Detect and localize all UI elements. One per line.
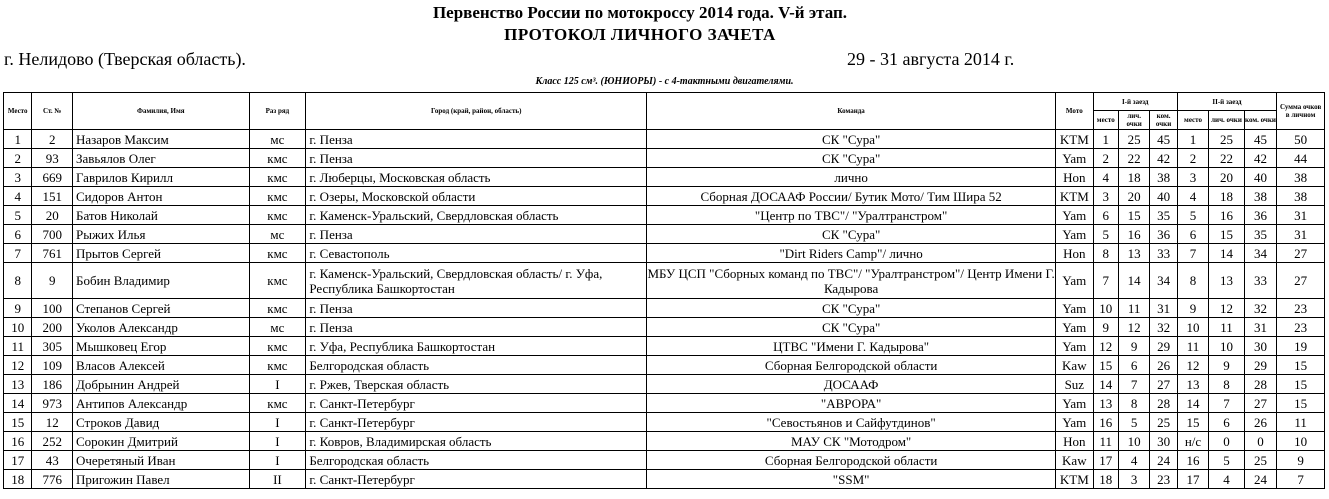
cell-heat2-points: 13 [1209, 263, 1245, 299]
cell-rank: мс [249, 130, 306, 149]
cell-heat2-points: 8 [1209, 375, 1245, 394]
cell-heat1-team: 36 [1150, 225, 1177, 244]
cell-heat1-place: 1 [1093, 130, 1118, 149]
cell-heat1-points: 20 [1118, 187, 1149, 206]
cell-heat2-team: 32 [1244, 299, 1276, 318]
cell-rank: мс [249, 225, 306, 244]
cell-name: Назаров Максим [72, 130, 249, 149]
cell-city: г. Пенза [306, 130, 647, 149]
cell-heat2-place: 6 [1177, 225, 1208, 244]
cell-name: Уколов Александр [72, 318, 249, 337]
cell-place: 12 [4, 356, 32, 375]
cell-heat2-team: 31 [1244, 318, 1276, 337]
cell-heat1-points: 16 [1118, 225, 1149, 244]
cell-name: Антипов Александр [72, 394, 249, 413]
cell-place: 16 [4, 432, 32, 451]
cell-heat1-points: 13 [1118, 244, 1149, 263]
cell-name: Сорокин Дмитрий [72, 432, 249, 451]
cell-city: г. Пенза [306, 299, 647, 318]
cell-number: 186 [32, 375, 73, 394]
cell-place: 17 [4, 451, 32, 470]
cell-place: 2 [4, 149, 32, 168]
cell-team: Сборная Белгородской области [647, 451, 1056, 470]
cell-heat1-points: 6 [1118, 356, 1149, 375]
cell-rank: кмс [249, 206, 306, 225]
cell-moto: Kaw [1056, 451, 1094, 470]
cell-heat1-team: 30 [1150, 432, 1177, 451]
cell-heat2-team: 38 [1244, 187, 1276, 206]
cell-heat1-place: 14 [1093, 375, 1118, 394]
cell-heat2-place: 3 [1177, 168, 1208, 187]
cell-heat1-points: 10 [1118, 432, 1149, 451]
cell-rank: кмс [249, 149, 306, 168]
cell-heat1-points: 9 [1118, 337, 1149, 356]
results-table [3, 92, 1325, 489]
location: г. Нелидово (Тверская область). [4, 49, 246, 69]
cell-sum: 15 [1277, 375, 1325, 394]
cell-heat1-team: 25 [1150, 413, 1177, 432]
cell-team: МБУ ЦСП "Сборных команд по ТВС"/ "Уралтранстром"/ Центр Имени Г. Кадырова [647, 263, 1056, 299]
cell-place: 13 [4, 375, 32, 394]
cell-moto: KTM [1056, 130, 1094, 149]
cell-name: Мышковец Егор [72, 337, 249, 356]
cell-heat2-place: 4 [1177, 187, 1208, 206]
cell-team: СК "Сура" [647, 299, 1056, 318]
cell-place: 10 [4, 318, 32, 337]
table-row [4, 149, 1325, 168]
cell-team: лично [647, 168, 1056, 187]
cell-heat1-team: 32 [1150, 318, 1177, 337]
cell-city: г. Пенза [306, 225, 647, 244]
cell-heat1-team: 26 [1150, 356, 1177, 375]
col-header-heat2-place: место [1177, 111, 1208, 130]
cell-moto: Yam [1056, 206, 1094, 225]
cell-heat1-team: 38 [1150, 168, 1177, 187]
cell-heat2-points: 18 [1209, 187, 1245, 206]
cell-heat1-place: 8 [1093, 244, 1118, 263]
cell-sum: 10 [1277, 432, 1325, 451]
table-row [4, 413, 1325, 432]
table-row [4, 432, 1325, 451]
cell-name: Добрынин Андрей [72, 375, 249, 394]
cell-number: 12 [32, 413, 73, 432]
class-info: Класс 125 см³. (ЮНИОРЫ) - с 4-тактными двигателями. [535, 76, 794, 87]
cell-city: Белгородская область [306, 451, 647, 470]
cell-sum: 38 [1277, 168, 1325, 187]
cell-heat2-team: 29 [1244, 356, 1276, 375]
cell-heat2-place: 17 [1177, 470, 1208, 489]
cell-moto: Hon [1056, 244, 1094, 263]
cell-heat2-points: 20 [1209, 168, 1245, 187]
cell-city: г. Люберцы, Московская область [306, 168, 647, 187]
cell-city: г. Санкт-Петербург [306, 394, 647, 413]
cell-heat2-place: 7 [1177, 244, 1208, 263]
cell-heat1-place: 17 [1093, 451, 1118, 470]
cell-heat1-place: 7 [1093, 263, 1118, 299]
cell-team: ДОСААФ [647, 375, 1056, 394]
cell-moto: Yam [1056, 225, 1094, 244]
cell-sum: 50 [1277, 130, 1325, 149]
cell-heat1-team: 40 [1150, 187, 1177, 206]
col-header-city: Город (край, район, область) [306, 93, 647, 130]
cell-moto: KTM [1056, 470, 1094, 489]
cell-moto: Yam [1056, 318, 1094, 337]
table-row [4, 375, 1325, 394]
cell-sum: 31 [1277, 225, 1325, 244]
cell-number: 700 [32, 225, 73, 244]
cell-name: Степанов Сергей [72, 299, 249, 318]
cell-heat2-place: 15 [1177, 413, 1208, 432]
cell-heat2-points: 25 [1209, 130, 1245, 149]
cell-team: СК "Сура" [647, 149, 1056, 168]
cell-rank: кмс [249, 187, 306, 206]
cell-sum: 23 [1277, 318, 1325, 337]
cell-heat1-place: 5 [1093, 225, 1118, 244]
title-line-2: ПРОТОКОЛ ЛИЧНОГО ЗАЧЕТА [504, 25, 776, 44]
cell-moto: Yam [1056, 263, 1094, 299]
cell-heat1-place: 12 [1093, 337, 1118, 356]
cell-city: г. Озеры, Московской области [306, 187, 647, 206]
cell-moto: Yam [1056, 337, 1094, 356]
cell-moto: Yam [1056, 299, 1094, 318]
cell-rank: кмс [249, 356, 306, 375]
cell-team: "Севостьянов и Сайфутдинов" [647, 413, 1056, 432]
cell-number: 305 [32, 337, 73, 356]
cell-number: 2 [32, 130, 73, 149]
cell-heat2-points: 11 [1209, 318, 1245, 337]
cell-sum: 19 [1277, 337, 1325, 356]
cell-heat2-points: 14 [1209, 244, 1245, 263]
cell-name: Очеретяный Иван [72, 451, 249, 470]
cell-place: 11 [4, 337, 32, 356]
cell-heat1-points: 22 [1118, 149, 1149, 168]
cell-team: "SSM" [647, 470, 1056, 489]
cell-heat2-team: 27 [1244, 394, 1276, 413]
cell-heat1-points: 5 [1118, 413, 1149, 432]
cell-heat1-team: 34 [1150, 263, 1177, 299]
cell-number: 109 [32, 356, 73, 375]
cell-heat1-points: 4 [1118, 451, 1149, 470]
cell-heat1-points: 3 [1118, 470, 1149, 489]
cell-place: 3 [4, 168, 32, 187]
cell-heat2-place: 10 [1177, 318, 1208, 337]
cell-heat2-place: 13 [1177, 375, 1208, 394]
cell-city: г. Пенза [306, 318, 647, 337]
cell-heat2-place: 9 [1177, 299, 1208, 318]
table-row [4, 470, 1325, 489]
col-header-team: Команда [647, 93, 1056, 130]
cell-place: 6 [4, 225, 32, 244]
cell-number: 93 [32, 149, 73, 168]
cell-rank: I [249, 413, 306, 432]
cell-heat2-place: 1 [1177, 130, 1208, 149]
table-row [4, 356, 1325, 375]
cell-name: Бобин Владимир [72, 263, 249, 299]
cell-sum: 15 [1277, 356, 1325, 375]
cell-number: 43 [32, 451, 73, 470]
cell-heat2-points: 15 [1209, 225, 1245, 244]
cell-heat1-place: 18 [1093, 470, 1118, 489]
cell-sum: 15 [1277, 394, 1325, 413]
cell-heat1-team: 28 [1150, 394, 1177, 413]
cell-heat1-team: 45 [1150, 130, 1177, 149]
cell-place: 5 [4, 206, 32, 225]
cell-heat1-team: 29 [1150, 337, 1177, 356]
cell-team: МАУ СК "Мотодром" [647, 432, 1056, 451]
cell-rank: кмс [249, 394, 306, 413]
cell-heat1-place: 6 [1093, 206, 1118, 225]
table-row [4, 244, 1325, 263]
cell-heat1-team: 24 [1150, 451, 1177, 470]
cell-heat2-team: 35 [1244, 225, 1276, 244]
cell-heat1-place: 15 [1093, 356, 1118, 375]
cell-number: 151 [32, 187, 73, 206]
cell-heat1-place: 11 [1093, 432, 1118, 451]
cell-heat2-place: 8 [1177, 263, 1208, 299]
cell-city: г. Ковров, Владимирская область [306, 432, 647, 451]
cell-heat2-team: 40 [1244, 168, 1276, 187]
table-row [4, 225, 1325, 244]
cell-heat1-place: 4 [1093, 168, 1118, 187]
cell-rank: I [249, 432, 306, 451]
table-row [4, 318, 1325, 337]
cell-sum: 9 [1277, 451, 1325, 470]
cell-name: Строков Давид [72, 413, 249, 432]
cell-city: г. Ржев, Тверская область [306, 375, 647, 394]
cell-heat2-place: 11 [1177, 337, 1208, 356]
cell-heat2-team: 36 [1244, 206, 1276, 225]
cell-heat1-points: 25 [1118, 130, 1149, 149]
cell-number: 761 [32, 244, 73, 263]
cell-heat2-team: 28 [1244, 375, 1276, 394]
cell-heat2-points: 4 [1209, 470, 1245, 489]
event-dates: 29 - 31 августа 2014 г. [847, 49, 1015, 69]
cell-name: Рыжих Илья [72, 225, 249, 244]
cell-heat2-place: 5 [1177, 206, 1208, 225]
table-row [4, 168, 1325, 187]
cell-city: г. Севастополь [306, 244, 647, 263]
cell-heat1-place: 13 [1093, 394, 1118, 413]
cell-heat1-team: 42 [1150, 149, 1177, 168]
table-row [4, 263, 1325, 299]
col-header-heat2-points: лич. очки [1209, 111, 1245, 130]
cell-heat1-points: 18 [1118, 168, 1149, 187]
cell-rank: кмс [249, 168, 306, 187]
cell-heat2-points: 5 [1209, 451, 1245, 470]
cell-heat2-points: 0 [1209, 432, 1245, 451]
cell-number: 200 [32, 318, 73, 337]
cell-team: СК "Сура" [647, 225, 1056, 244]
cell-heat2-points: 12 [1209, 299, 1245, 318]
cell-heat2-team: 26 [1244, 413, 1276, 432]
cell-place: 8 [4, 263, 32, 299]
cell-rank: кмс [249, 299, 306, 318]
table-row [4, 206, 1325, 225]
table-row [4, 299, 1325, 318]
cell-team: ЦТВС "Имени Г. Кадырова" [647, 337, 1056, 356]
cell-team: "АВРОРА" [647, 394, 1056, 413]
cell-heat2-points: 6 [1209, 413, 1245, 432]
cell-sum: 7 [1277, 470, 1325, 489]
cell-sum: 23 [1277, 299, 1325, 318]
cell-heat1-place: 9 [1093, 318, 1118, 337]
cell-place: 9 [4, 299, 32, 318]
cell-heat2-team: 34 [1244, 244, 1276, 263]
cell-heat1-points: 8 [1118, 394, 1149, 413]
cell-heat1-points: 14 [1118, 263, 1149, 299]
cell-moto: Suz [1056, 375, 1094, 394]
cell-heat2-team: 0 [1244, 432, 1276, 451]
cell-city: Белгородская область [306, 356, 647, 375]
cell-name: Гаврилов Кирилл [72, 168, 249, 187]
cell-heat1-place: 2 [1093, 149, 1118, 168]
cell-city: г. Уфа, Республика Башкортостан [306, 337, 647, 356]
cell-heat1-team: 31 [1150, 299, 1177, 318]
cell-name: Пригожин Павел [72, 470, 249, 489]
cell-team: СК "Сура" [647, 130, 1056, 149]
table-row [4, 130, 1325, 149]
col-header-heat-1: I-й заезд [1093, 93, 1177, 111]
col-header-heat1-team: ком. очки [1150, 111, 1177, 130]
cell-heat2-place: 16 [1177, 451, 1208, 470]
cell-heat2-points: 10 [1209, 337, 1245, 356]
cell-city: г. Санкт-Петербург [306, 413, 647, 432]
cell-number: 973 [32, 394, 73, 413]
cell-heat1-points: 15 [1118, 206, 1149, 225]
cell-heat2-points: 22 [1209, 149, 1245, 168]
cell-rank: кмс [249, 337, 306, 356]
col-header-number: Ст. № [32, 93, 73, 130]
cell-rank: I [249, 451, 306, 470]
cell-rank: II [249, 470, 306, 489]
table-row [4, 187, 1325, 206]
cell-heat2-place: 12 [1177, 356, 1208, 375]
cell-heat2-team: 33 [1244, 263, 1276, 299]
cell-sum: 27 [1277, 263, 1325, 299]
cell-team: Сборная ДОСААФ России/ Бутик Мото/ Тим Шира 52 [647, 187, 1056, 206]
cell-place: 4 [4, 187, 32, 206]
col-header-moto: Мото [1056, 93, 1094, 130]
cell-place: 15 [4, 413, 32, 432]
cell-name: Сидоров Антон [72, 187, 249, 206]
cell-heat2-team: 45 [1244, 130, 1276, 149]
cell-name: Завьялов Олег [72, 149, 249, 168]
cell-city: г. Каменск-Уральский, Свердловская область [306, 206, 647, 225]
cell-name: Прытов Сергей [72, 244, 249, 263]
cell-heat2-points: 7 [1209, 394, 1245, 413]
cell-place: 7 [4, 244, 32, 263]
table-row [4, 337, 1325, 356]
cell-moto: Yam [1056, 149, 1094, 168]
cell-heat2-place: 14 [1177, 394, 1208, 413]
col-header-heat2-team: ком. очки [1244, 111, 1276, 130]
cell-moto: Hon [1056, 432, 1094, 451]
cell-heat2-place: н/с [1177, 432, 1208, 451]
cell-rank: мс [249, 318, 306, 337]
cell-team: СК "Сура" [647, 318, 1056, 337]
cell-heat1-team: 33 [1150, 244, 1177, 263]
cell-heat1-points: 7 [1118, 375, 1149, 394]
cell-sum: 27 [1277, 244, 1325, 263]
col-header-name: Фамилия, Имя [72, 93, 249, 130]
table-row [4, 451, 1325, 470]
title-line-1: Первенство России по мотокроссу 2014 года. V-й этап. [432, 3, 848, 22]
cell-number: 20 [32, 206, 73, 225]
cell-moto: Yam [1056, 394, 1094, 413]
cell-name: Батов Николай [72, 206, 249, 225]
cell-rank: кмс [249, 244, 306, 263]
table-row [4, 394, 1325, 413]
cell-number: 776 [32, 470, 73, 489]
cell-place: 1 [4, 130, 32, 149]
cell-heat1-team: 27 [1150, 375, 1177, 394]
cell-heat2-place: 2 [1177, 149, 1208, 168]
cell-heat2-points: 9 [1209, 356, 1245, 375]
cell-name: Власов Алексей [72, 356, 249, 375]
cell-rank: кмс [249, 263, 306, 299]
col-header-sum: Сумма очков в личном [1277, 93, 1325, 130]
cell-heat2-team: 42 [1244, 149, 1276, 168]
col-header-heat-2: II-й заезд [1177, 93, 1276, 111]
cell-heat1-place: 16 [1093, 413, 1118, 432]
cell-city: г. Санкт-Петербург [306, 470, 647, 489]
cell-heat1-team: 23 [1150, 470, 1177, 489]
cell-heat1-team: 35 [1150, 206, 1177, 225]
cell-moto: Kaw [1056, 356, 1094, 375]
cell-city: г. Пенза [306, 149, 647, 168]
cell-place: 18 [4, 470, 32, 489]
cell-heat2-team: 24 [1244, 470, 1276, 489]
cell-moto: Hon [1056, 168, 1094, 187]
cell-team: "Центр по ТВС"/ "Уралтранстром" [647, 206, 1056, 225]
cell-rank: I [249, 375, 306, 394]
cell-heat1-points: 11 [1118, 299, 1149, 318]
cell-sum: 31 [1277, 206, 1325, 225]
cell-heat2-points: 16 [1209, 206, 1245, 225]
cell-city: г. Каменск-Уральский, Свердловская область/ г. Уфа, Республика Башкортостан [306, 263, 647, 299]
cell-sum: 11 [1277, 413, 1325, 432]
cell-heat2-team: 30 [1244, 337, 1276, 356]
cell-heat1-place: 3 [1093, 187, 1118, 206]
col-header-rank: Раз ряд [249, 93, 306, 130]
cell-heat2-team: 25 [1244, 451, 1276, 470]
col-header-place: Место [4, 93, 32, 130]
cell-place: 14 [4, 394, 32, 413]
cell-heat1-points: 12 [1118, 318, 1149, 337]
col-header-heat1-place: место [1093, 111, 1118, 130]
cell-moto: Yam [1056, 413, 1094, 432]
col-header-heat1-points: лич. очки [1118, 111, 1149, 130]
cell-sum: 38 [1277, 187, 1325, 206]
cell-heat1-place: 10 [1093, 299, 1118, 318]
cell-team: Сборная Белгородской области [647, 356, 1056, 375]
cell-number: 100 [32, 299, 73, 318]
cell-moto: KTM [1056, 187, 1094, 206]
cell-number: 669 [32, 168, 73, 187]
cell-number: 9 [32, 263, 73, 299]
cell-team: "Dirt Riders Camp"/ лично [647, 244, 1056, 263]
cell-number: 252 [32, 432, 73, 451]
cell-sum: 44 [1277, 149, 1325, 168]
